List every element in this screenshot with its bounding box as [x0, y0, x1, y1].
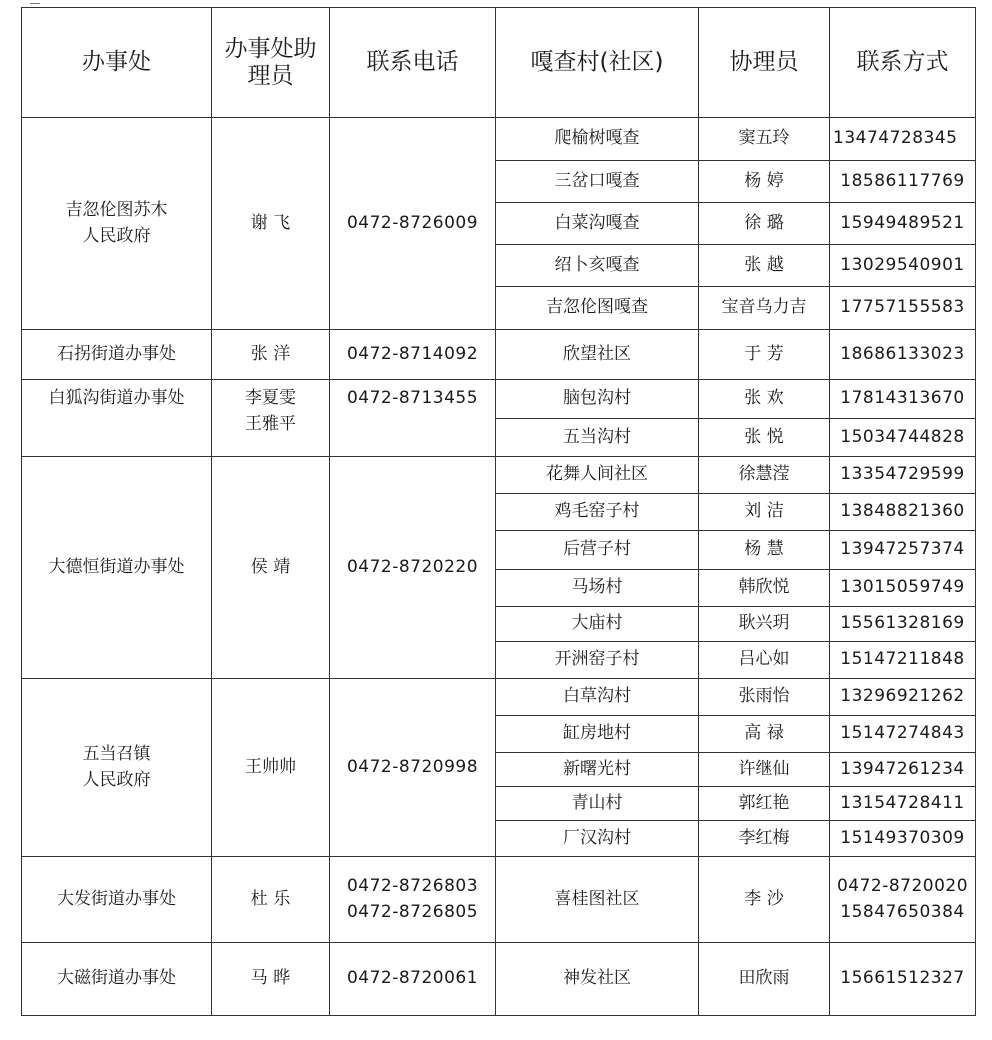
contact-cell — [830, 118, 976, 161]
village-cell — [496, 607, 699, 642]
helper-cell-text: 韩欣悦 — [738, 577, 790, 598]
contact-cell — [830, 679, 976, 716]
village-cell — [496, 287, 699, 330]
assistant-cell-text: 马 晔 — [250, 968, 291, 989]
office-cell — [22, 380, 212, 457]
contact-cell — [830, 607, 976, 642]
contact-cell-text: 13296921262 — [840, 686, 965, 707]
contact-cell — [830, 943, 976, 1016]
assistant-cell — [212, 457, 330, 679]
helper-cell — [699, 330, 830, 380]
village-cell — [496, 245, 699, 287]
contact-cell-text: 15949489521 — [840, 212, 965, 233]
helper-cell — [699, 380, 830, 419]
office-phone-cell — [330, 457, 496, 679]
village-cell-text: 开洲窑子村 — [554, 649, 640, 670]
office-phone-cell — [330, 943, 496, 1016]
helper-cell — [699, 943, 830, 1016]
header-row — [22, 8, 976, 118]
top-edge-mark — [30, 0, 40, 4]
office-cell — [22, 457, 212, 679]
village-cell — [496, 419, 699, 457]
helper-cell — [699, 787, 830, 821]
village-cell-text: 绍卜亥嘎查 — [554, 254, 640, 275]
helper-cell — [699, 245, 830, 287]
assistant-cell — [212, 330, 330, 380]
helper-cell-text: 许继仙 — [738, 758, 790, 779]
header-assistant: 办事处助 理员 — [212, 8, 330, 118]
contact-cell — [830, 287, 976, 330]
contact-cell-text: 13947261234 — [840, 758, 965, 779]
village-cell — [496, 203, 699, 245]
contact-cell-text: 15147211848 — [840, 649, 965, 670]
table-row — [22, 457, 976, 494]
table-header — [22, 8, 976, 118]
contact-cell — [830, 419, 976, 457]
assistant-cell-text: 王帅帅 — [245, 756, 296, 777]
contact-cell — [830, 857, 976, 943]
helper-cell-text: 杨 慧 — [744, 539, 784, 560]
helper-cell — [699, 570, 830, 607]
contact-cell — [830, 330, 976, 380]
contact-cell-text: 15561328169 — [840, 613, 965, 634]
village-cell — [496, 943, 699, 1016]
village-cell-text: 后营子村 — [563, 539, 631, 560]
village-cell-text: 青山村 — [571, 792, 623, 813]
contact-cell-text: 13015059749 — [840, 577, 965, 598]
helper-cell — [699, 203, 830, 245]
header-helper: 协理员 — [699, 8, 830, 118]
header-phone: 联系电话 — [330, 8, 496, 118]
contact-cell — [830, 753, 976, 787]
village-cell-text: 花舞人间社区 — [546, 464, 648, 485]
office-phone-cell — [330, 380, 496, 457]
helper-cell — [699, 716, 830, 753]
assistant-cell-text: 杜 乐 — [250, 888, 291, 909]
helper-cell — [699, 287, 830, 330]
office-phone-cell-text: 0472-8726803 0472-8726805 — [346, 876, 479, 922]
village-cell — [496, 857, 699, 943]
village-cell — [496, 753, 699, 787]
helper-cell-text: 张 悦 — [744, 426, 784, 447]
contact-cell — [830, 570, 976, 607]
village-cell — [496, 642, 699, 679]
village-cell-text: 大庙村 — [571, 613, 623, 634]
village-cell-text: 神发社区 — [563, 968, 631, 989]
office-cell — [22, 857, 212, 943]
office-cell — [22, 943, 212, 1016]
helper-cell-text: 徐 璐 — [744, 212, 784, 233]
office-cell-text: 大磁街道办事处 — [57, 968, 176, 989]
contact-cell — [830, 494, 976, 531]
helper-cell — [699, 531, 830, 570]
village-cell-text: 脑包沟村 — [563, 388, 631, 409]
village-cell-text: 白菜沟嘎查 — [554, 212, 640, 233]
helper-cell-text: 窦五玲 — [738, 128, 790, 149]
contact-cell — [830, 457, 976, 494]
header-contact: 联系方式 — [830, 8, 976, 118]
contact-cell — [830, 642, 976, 679]
helper-cell-text: 于 芳 — [744, 343, 784, 364]
helper-cell — [699, 607, 830, 642]
office-phone-cell-text: 0472-8720220 — [346, 556, 479, 577]
helper-cell-text: 吕心如 — [738, 649, 790, 670]
table-row — [22, 330, 976, 380]
helper-cell-text: 耿兴玥 — [738, 613, 790, 634]
village-cell — [496, 330, 699, 380]
contact-cell — [830, 716, 976, 753]
contact-cell-text: 18686133023 — [840, 343, 965, 364]
contact-cell — [830, 203, 976, 245]
office-cell-text: 石拐街道办事处 — [57, 343, 176, 364]
helper-cell — [699, 161, 830, 203]
office-cell — [22, 679, 212, 857]
helper-cell — [699, 821, 830, 857]
contact-cell-text: 13154728411 — [840, 792, 965, 813]
assistant-cell-text: 谢 飞 — [250, 212, 291, 233]
helper-cell — [699, 753, 830, 787]
helper-cell-text: 田欣雨 — [738, 968, 790, 989]
office-phone-cell — [330, 118, 496, 330]
contact-cell-text: 18586117769 — [840, 170, 965, 191]
contact-cell-text: 13474728345 — [833, 128, 958, 149]
village-cell — [496, 679, 699, 716]
table-row — [22, 943, 976, 1016]
table-row — [22, 380, 976, 419]
assistant-cell — [212, 679, 330, 857]
village-cell — [496, 716, 699, 753]
assistant-cell-text: 张 洋 — [250, 343, 291, 364]
office-phone-cell — [330, 330, 496, 380]
village-cell-text: 吉忽伦图嘎查 — [546, 297, 648, 318]
office-phone-cell — [330, 857, 496, 943]
village-cell — [496, 118, 699, 161]
village-cell-text: 爬榆树嘎查 — [554, 128, 640, 149]
contact-cell-text: 13029540901 — [840, 254, 965, 275]
table-body — [22, 118, 976, 1016]
office-cell-text: 大德恒街道办事处 — [48, 556, 185, 577]
contact-cell-text: 17814313670 — [840, 388, 965, 409]
office-cell-text: 大发街道办事处 — [57, 888, 176, 909]
table-row — [22, 118, 976, 161]
contact-cell-text: 13354729599 — [840, 464, 965, 485]
helper-cell — [699, 857, 830, 943]
office-cell-text: 白狐沟街道办事处 — [48, 388, 185, 408]
village-cell-text: 欣望社区 — [563, 343, 631, 364]
office-cell — [22, 330, 212, 380]
helper-cell — [699, 457, 830, 494]
helper-cell-text: 李红梅 — [738, 827, 790, 848]
contact-cell-text: 13848821360 — [840, 501, 965, 522]
helper-cell — [699, 494, 830, 531]
helper-cell-text: 张雨怡 — [738, 686, 790, 707]
helper-cell-text: 张 欢 — [744, 388, 784, 409]
contact-cell-text: 13947257374 — [840, 539, 965, 560]
contact-cell-text: 15661512327 — [840, 968, 965, 989]
contact-cell-text: 15149370309 — [840, 827, 965, 848]
helper-cell-text: 李 沙 — [744, 888, 784, 909]
helper-cell — [699, 419, 830, 457]
assistant-cell-text: 李夏雯 王雅平 — [245, 388, 296, 434]
contact-table — [21, 7, 976, 1016]
office-phone-cell-text: 0472-8714092 — [346, 343, 479, 364]
helper-cell — [699, 118, 830, 161]
village-cell-text: 缸房地村 — [563, 723, 631, 744]
office-cell-text: 吉忽伦图苏木 人民政府 — [65, 200, 168, 246]
helper-cell — [699, 642, 830, 679]
assistant-cell — [212, 380, 330, 457]
village-cell — [496, 457, 699, 494]
village-cell — [496, 531, 699, 570]
header-office: 办事处 — [22, 8, 212, 118]
contact-cell — [830, 380, 976, 419]
contact-cell — [830, 787, 976, 821]
village-cell-text: 新曙光村 — [563, 758, 631, 779]
helper-cell-text: 宝音乌力吉 — [721, 297, 807, 318]
helper-cell-text: 郭红艳 — [738, 792, 790, 813]
village-cell — [496, 821, 699, 857]
helper-cell-text: 高 禄 — [744, 723, 784, 744]
contact-cell — [830, 821, 976, 857]
village-cell-text: 白草沟村 — [563, 686, 631, 707]
village-cell — [496, 380, 699, 419]
village-cell — [496, 161, 699, 203]
village-cell-text: 三岔口嘎查 — [554, 170, 640, 191]
contact-cell — [830, 161, 976, 203]
village-cell-text: 喜桂图社区 — [554, 888, 640, 909]
helper-cell-text: 徐慧滢 — [738, 464, 790, 485]
office-cell — [22, 118, 212, 330]
village-cell — [496, 570, 699, 607]
village-cell-text: 五当沟村 — [563, 426, 631, 447]
office-phone-cell-text: 0472-8726009 — [346, 212, 479, 233]
helper-cell — [699, 679, 830, 716]
assistant-cell-text: 侯 靖 — [250, 556, 291, 577]
village-cell-text: 厂汉沟村 — [563, 827, 631, 848]
contact-cell — [830, 245, 976, 287]
assistant-cell — [212, 857, 330, 943]
assistant-cell — [212, 118, 330, 330]
helper-cell-text: 刘 洁 — [744, 501, 784, 522]
helper-cell-text: 杨 婷 — [744, 170, 784, 191]
village-cell-text: 马场村 — [571, 577, 623, 598]
village-cell-text: 鸡毛窑子村 — [554, 501, 640, 522]
office-phone-cell-text: 0472-8720998 — [346, 756, 479, 777]
assistant-cell — [212, 943, 330, 1016]
office-phone-cell-text: 0472-8720061 — [346, 968, 479, 989]
table-row — [22, 857, 976, 943]
contact-cell-text: 15147274843 — [840, 723, 965, 744]
contact-cell-text: 17757155583 — [840, 297, 965, 318]
office-cell-text: 五当召镇 人民政府 — [82, 744, 151, 790]
office-phone-cell — [330, 679, 496, 857]
village-cell — [496, 787, 699, 821]
table-row — [22, 679, 976, 716]
contact-cell — [830, 531, 976, 570]
contact-cell-text: 0472-8720020 15847650384 — [836, 876, 969, 922]
header-village: 嘎查村(社区) — [496, 8, 699, 118]
helper-cell-text: 张 越 — [744, 254, 784, 275]
contact-cell-text: 15034744828 — [840, 426, 965, 447]
office-phone-cell-text: 0472-8713455 — [346, 388, 479, 408]
village-cell — [496, 494, 699, 531]
